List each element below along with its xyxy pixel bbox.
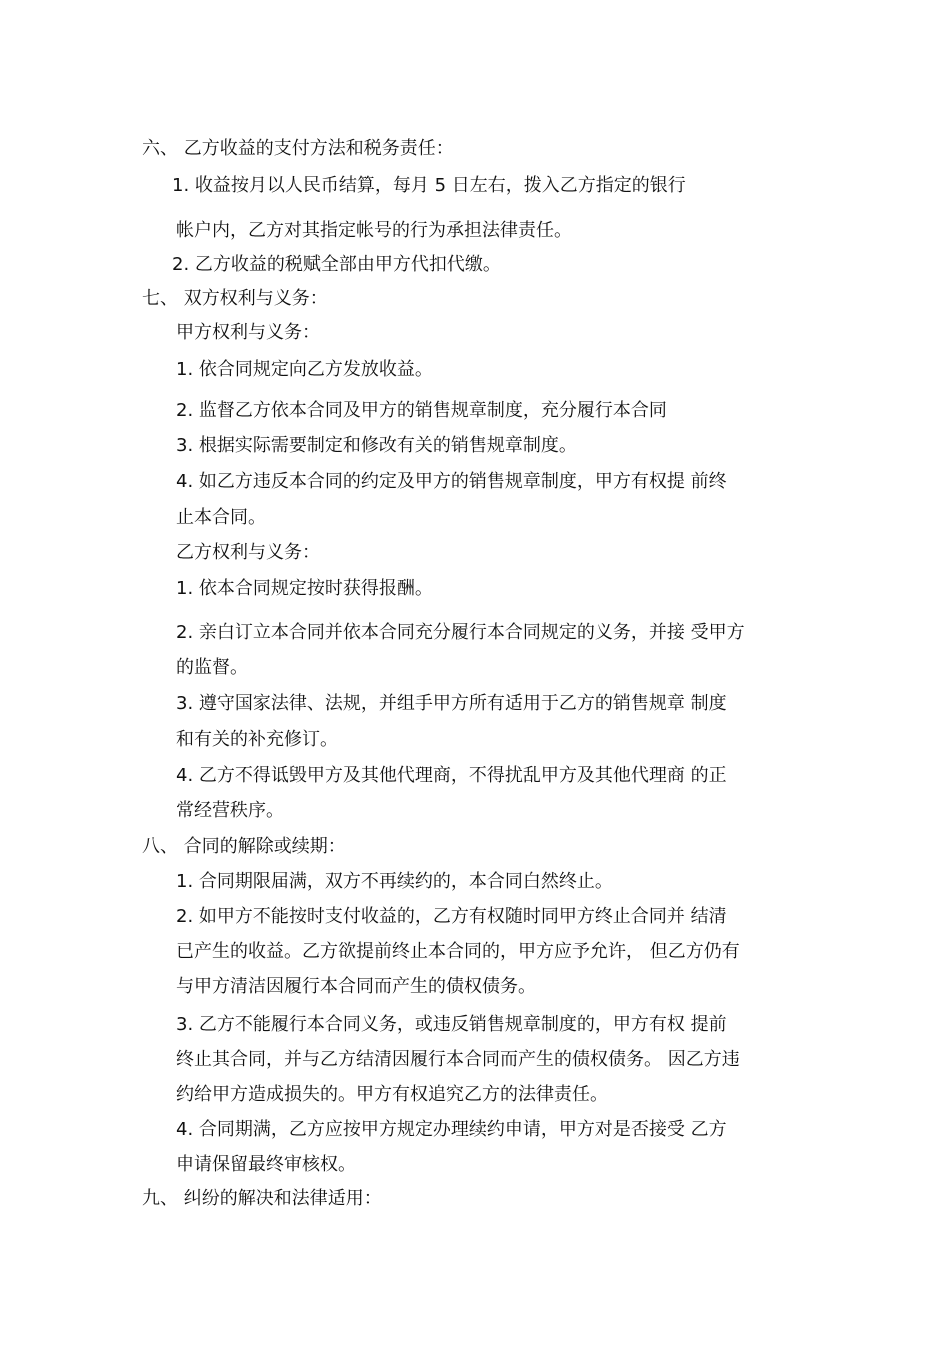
paragraph-line: 2. 亲白订立本合同并依本合同充分履行本合同规定的义务，并接 受甲方 <box>176 622 745 643</box>
paragraph-line: 止本合同。 <box>176 507 266 528</box>
subheading-party-a: 甲方权利与义务： <box>176 322 320 343</box>
paragraph-line: 2. 乙方收益的税赋全部由甲方代扣代缴。 <box>172 254 501 275</box>
paragraph-line: 和有关的补充修订。 <box>176 729 338 750</box>
paragraph-line: 2. 如甲方不能按时支付收益的，乙方有权随时同甲方终止合同并 结清 <box>176 906 727 927</box>
section-heading-6: 六、 乙方收益的支付方法和税务责任： <box>142 138 454 159</box>
subheading-party-b: 乙方权利与义务： <box>176 542 320 563</box>
section-heading-8: 八、 合同的解除或续期： <box>142 836 346 857</box>
paragraph-line: 的监督。 <box>176 657 248 678</box>
paragraph-line: 1. 合同期限届满，双方不再续约的，本合同白然终止。 <box>176 871 613 892</box>
paragraph-line: 3. 遵守国家法律、法规，并组手甲方所有适用于乙方的销售规章 制度 <box>176 693 727 714</box>
paragraph-line: 3. 乙方不能履行本合同义务，或违反销售规章制度的，甲方有权 提前 <box>176 1014 727 1035</box>
paragraph-line: 帐户内，乙方对其指定帐号的行为承担法律责任。 <box>176 220 572 241</box>
paragraph-line: 1. 依本合同规定按时获得报酬。 <box>176 578 433 599</box>
paragraph-line: 申请保留最终审核权。 <box>176 1154 356 1175</box>
paragraph-line: 3. 根据实际需要制定和修改有关的销售规章制度。 <box>176 435 577 456</box>
section-heading-7: 七、 双方权利与义务： <box>142 288 328 309</box>
paragraph-line: 常经营秩序。 <box>176 800 284 821</box>
paragraph-line: 与甲方清洁因履行本合同而产生的债权债务。 <box>176 976 536 997</box>
paragraph-line: 4. 乙方不得诋毁甲方及其他代理商，不得扰乱甲方及其他代理商 的正 <box>176 765 727 786</box>
section-heading-9: 九、 纠纷的解决和法律适用： <box>142 1188 382 1209</box>
paragraph-line: 已产生的收益。乙方欲提前终止本合同的，甲方应予允许， 但乙方仍有 <box>176 941 740 962</box>
paragraph-line: 约给甲方造成损失的。甲方有权追究乙方的法律责任。 <box>176 1084 608 1105</box>
paragraph-line: 4. 如乙方违反本合同的约定及甲方的销售规章制度，甲方有权提 前终 <box>176 471 727 492</box>
paragraph-line: 1. 依合同规定向乙方发放收益。 <box>176 359 433 380</box>
paragraph-line: 终止其合同，并与乙方结清因履行本合同而产生的债权债务。 因乙方违 <box>176 1049 740 1070</box>
paragraph-line: 1. 收益按月以人民币结算，每月 5 日左右，拨入乙方指定的银行 <box>172 175 686 196</box>
paragraph-line: 2. 监督乙方依本合同及甲方的销售规章制度，充分履行本合同 <box>176 400 667 421</box>
paragraph-line: 4. 合同期满，乙方应按甲方规定办理续约申请，甲方对是否接受 乙方 <box>176 1119 727 1140</box>
